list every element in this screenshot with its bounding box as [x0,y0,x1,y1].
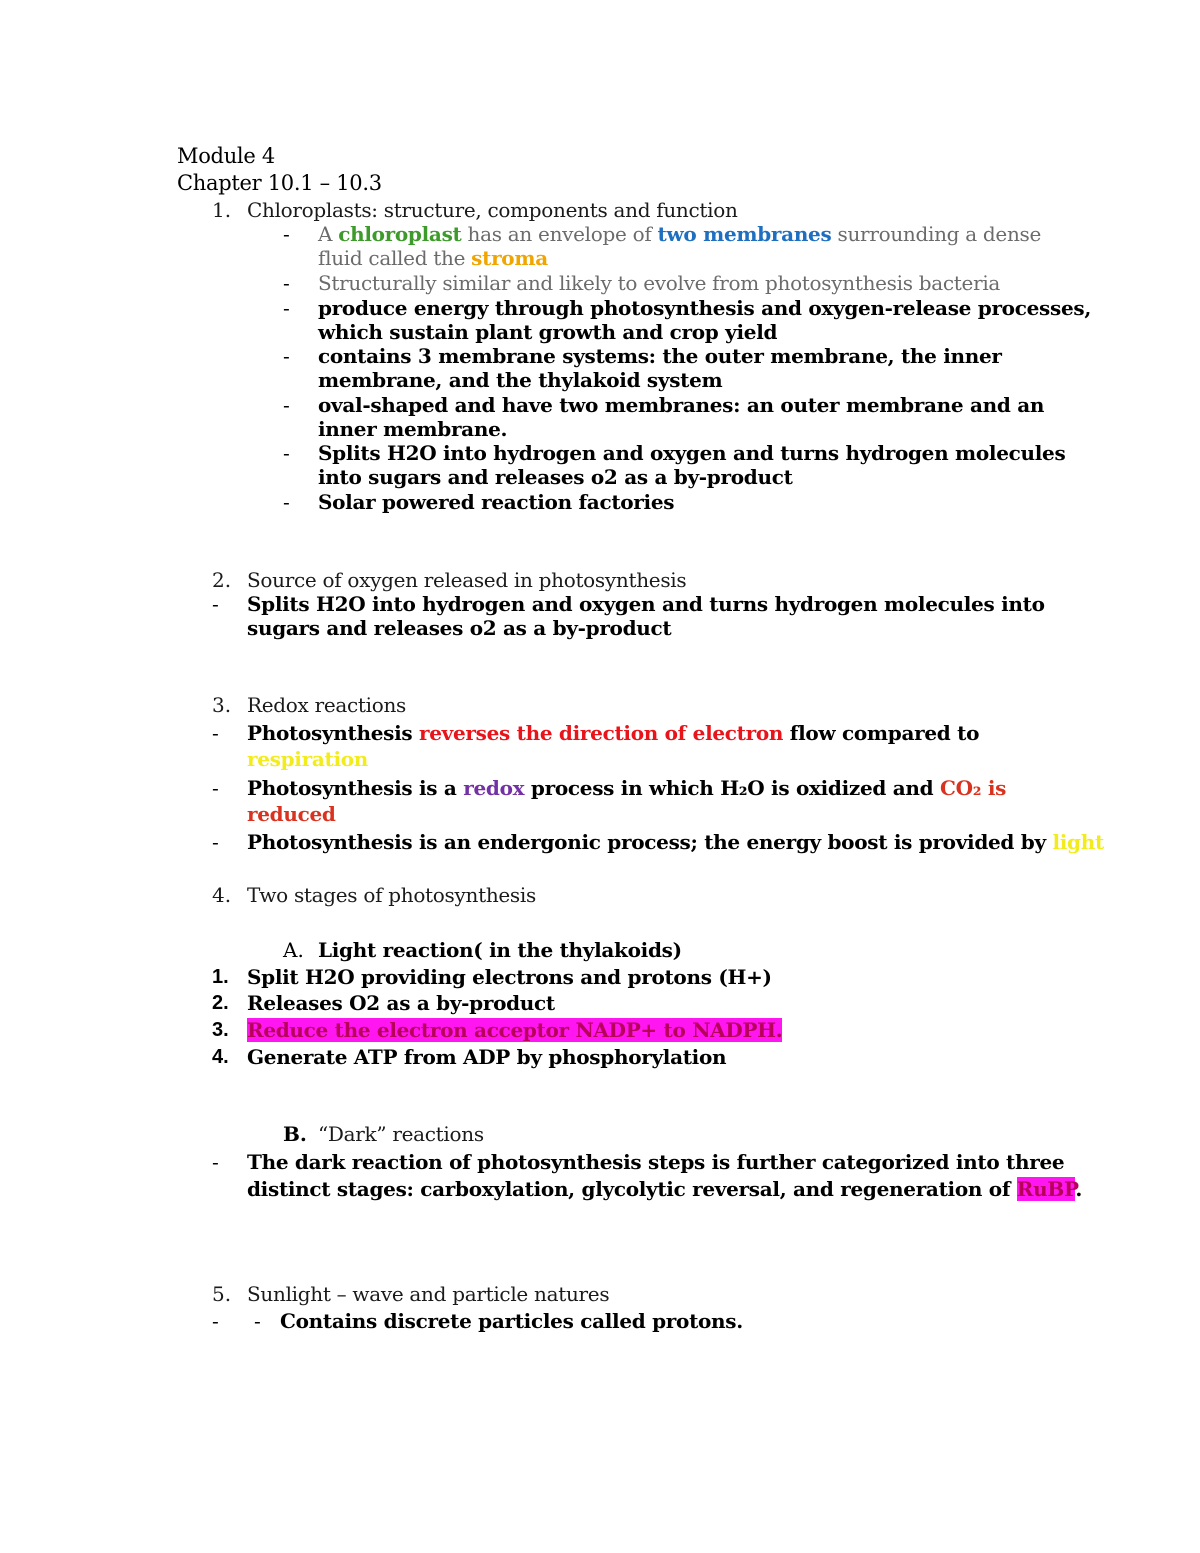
section-2-title: Source of oxygen released in photosynthesis [247,568,687,592]
section-5-title: Sunlight – wave and particle natures [247,1282,610,1306]
subsection-b-title: “Dark” reactions [318,1122,484,1146]
text-span: Photosynthesis is an endergonic process; the energy boost is provided by [247,830,1053,854]
bullet-dash: - [283,490,290,514]
s1-bullet-4-line-2: membrane, and the thylakoid system [318,368,723,392]
bullet-dash: - [283,222,290,246]
subsection-a-marker: A. [283,938,304,962]
list-number-3: 3. [212,1019,229,1041]
bullet-dash: - [283,296,290,320]
s1-bullet-4-line-1: contains 3 membrane systems: the outer membrane, the inner [318,344,1002,368]
s1-bullet-2: Structurally similar and likely to evolve from photosynthesis bacteria [318,271,1001,295]
s3-bullet-1-line-1 [247,721,979,745]
text-span: distinct stages: carboxylation, glycolytic reversal, and regeneration of [247,1177,1017,1201]
text-span: A [318,222,339,246]
s3-bullet-3 [247,830,1104,854]
s1-bullet-3-line-2: which sustain plant growth and crop yield [318,320,778,344]
section-3-number: 3. [212,693,232,717]
s2-bullet-1-line-1: Splits H2O into hydrogen and oxygen and turns hydrogen molecules into [247,592,1045,616]
s1-bullet-7: Solar powered reaction factories [318,490,675,514]
bullet-dash: - [212,721,219,745]
dark-reaction-line-2 [247,1177,1082,1201]
term-chloroplast: chloroplast [338,222,462,246]
section-4-number: 4. [212,883,232,907]
bullet-dash: - [212,1150,219,1174]
section-1-title: Chloroplasts: structure, components and function [247,198,738,222]
list-number-4: 4. [212,1046,229,1068]
term-rubp: RuBP [1016,1177,1076,1201]
bullet-dash: - [283,393,290,417]
text-span: Photosynthesis is a [247,776,464,800]
section-4-title: Two stages of photosynthesis [247,883,536,907]
list-number-1: 1. [212,966,229,988]
bullet-dash: - [283,271,290,295]
section-2-number: 2. [212,568,232,592]
module-title: Module 4 [177,144,275,168]
section-1-number: 1. [212,198,232,222]
term-co2: CO₂ is [940,776,1007,800]
section-3-title: Redox reactions [247,693,407,717]
bullet-dash: - [212,776,219,800]
s1-bullet-6-line-2: into sugars and releases o2 as a by-product [318,465,793,489]
light-reaction-item-4: Generate ATP from ADP by phosphorylation [247,1045,727,1069]
text-span: surrounding a dense [831,222,1042,246]
text-span: process in which H₂O is oxidized and [524,776,940,800]
text-span: fluid called the [318,246,472,270]
term-light: light [1052,830,1104,854]
bullet-dash: - [212,830,219,854]
subsection-b-marker: B. [283,1122,307,1146]
light-reaction-item-3 [247,1018,782,1042]
list-number-2: 2. [212,992,229,1014]
text-span: has an envelope of [461,222,658,246]
term-reduced: reduced [247,802,336,826]
text-span: . [1075,1177,1083,1201]
bullet-dash: - [212,592,219,616]
bullet-dash: - [254,1309,261,1333]
term-stroma: stroma [471,246,548,270]
term-redox: redox [463,776,525,800]
subsection-a-title: Light reaction( in the thylakoids) [318,938,682,962]
s1-bullet-6-line-1: Splits H2O into hydrogen and oxygen and turns hydrogen molecules [318,441,1066,465]
s1-bullet-5-line-2: inner membrane. [318,417,508,441]
s1-bullet-1-line-1 [318,222,1041,246]
section-5-number: 5. [212,1282,232,1306]
term-respiration: respiration [247,747,369,771]
text-span: Photosynthesis [247,721,420,745]
term-two-membranes: two membranes [657,222,832,246]
light-reaction-item-2: Releases O2 as a by-product [247,991,555,1015]
term-reverses-electron: reverses the direction of electron [419,721,784,745]
dark-reaction-line-1: The dark reaction of photosynthesis steps is further categorized into three [247,1150,1065,1174]
light-reaction-item-1: Split H2O providing electrons and protons (H+) [247,965,772,989]
chapter-title: Chapter 10.1 – 10.3 [177,171,382,195]
bullet-dash: - [212,1309,219,1333]
text-span: flow compared to [783,721,980,745]
s1-bullet-5-line-1: oval-shaped and have two membranes: an outer membrane and an [318,393,1045,417]
bullet-dash: - [283,344,290,368]
s5-bullet-1: Contains discrete particles called protons. [280,1309,743,1333]
s3-bullet-2-line-1 [247,776,1006,800]
highlighted-text: Reduce the electron acceptor NADP+ to NADPH. [247,1018,783,1042]
s1-bullet-3-line-1: produce energy through photosynthesis and oxygen-release processes, [318,296,1091,320]
s2-bullet-1-line-2: sugars and releases o2 as a by-product [247,616,672,640]
s1-bullet-1-line-2 [318,246,548,270]
bullet-dash: - [283,441,290,465]
